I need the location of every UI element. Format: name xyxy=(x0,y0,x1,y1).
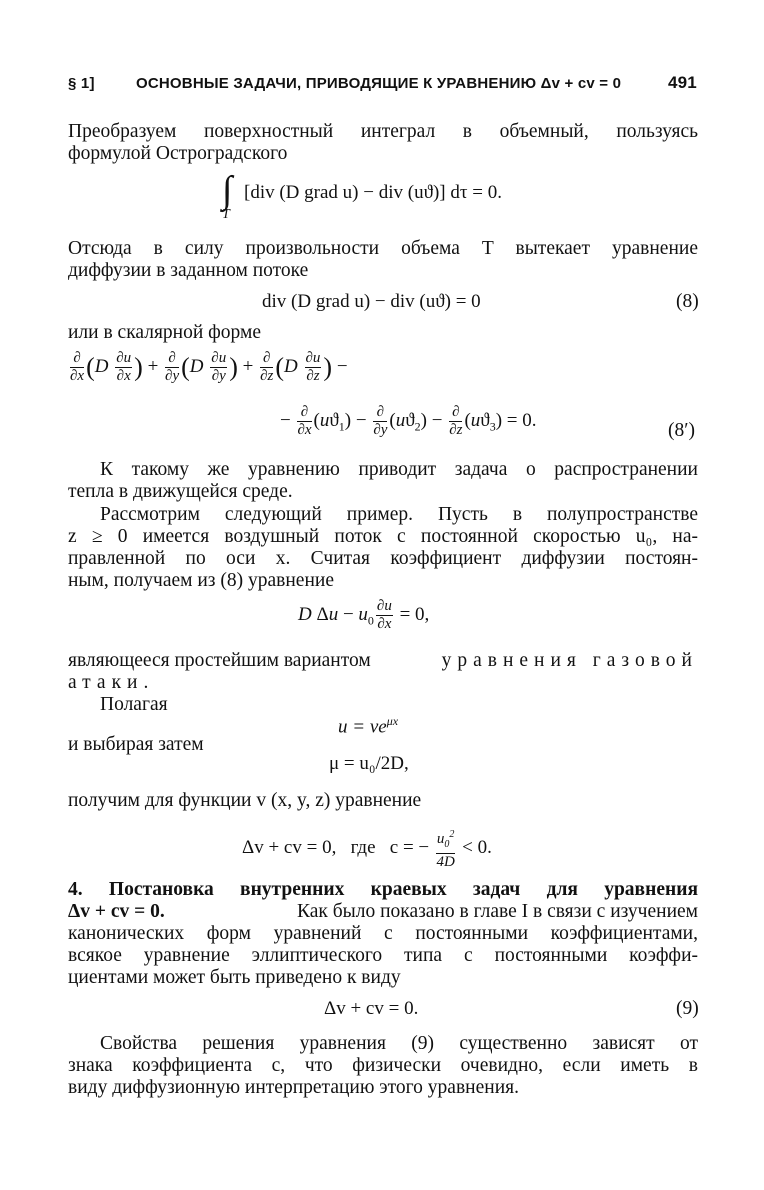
paragraph-line xyxy=(68,901,698,923)
text-run: являющееся простейшим вариантом xyxy=(68,650,371,671)
scalar-form-text: или в скалярной форме xyxy=(68,322,262,343)
equation-8: div (D grad u) − div (uϑ) = 0 xyxy=(262,291,481,312)
equation-dv-text: Δv + cv = 0, где c = − xyxy=(242,836,430,858)
text-vybiraya: и выбирая затем xyxy=(68,734,204,755)
paragraph-line: виду диффузионную интерпретацию этого уравнения. xyxy=(68,1077,519,1098)
paragraph-line: канонических форм уравнений с постоянными коэффициентами, xyxy=(68,923,698,944)
emphasized-term: атаки. xyxy=(68,672,155,693)
paragraph-line: циентами может быть приведено к виду xyxy=(68,967,401,988)
paragraph-line: Преобразуем поверхностный интеграл в объемный, пользуясь xyxy=(68,121,698,142)
equation-dv-tail: < 0. xyxy=(462,836,492,858)
integral-limit: T xyxy=(222,207,230,222)
integral-sign: ∫ xyxy=(222,169,233,211)
equation-u-base: u = ve xyxy=(338,716,387,738)
equation-9: Δv + cv = 0. xyxy=(324,998,419,1019)
paragraph-line: правленной по оси x. Считая коэффициент диффузии постоян- xyxy=(68,548,698,569)
emphasized-term: уравнения газовой xyxy=(441,650,698,671)
paragraph-line: тепла в движущейся среде. xyxy=(68,481,293,502)
integral-equation: [div (D grad u) − div (uϑ)] dτ = 0. xyxy=(244,182,502,203)
paragraph-line: диффузии в заданном потоке xyxy=(68,260,309,281)
paragraph-line: К такому же уравнению приводит задача о распространении xyxy=(100,459,698,480)
paragraph-line: Отсюда в силу произвольности объема T вытекает уравнение xyxy=(68,238,698,259)
equation-u xyxy=(338,714,398,738)
paragraph-line: ным, получаем из (8) уравнение xyxy=(68,570,334,591)
equation-8p-line2: − $\frac{\partial}{\partial x}$ $(uϑ_1)$ − $\frac{\partial}{\partial y}$ $(uϑ_2)$ − $\frac{\partial}{\partial z}$ $(uϑ_3) = 0$. xyxy=(280,404,537,438)
running-title: ОСНОВНЫЕ ЗАДАЧИ, ПРИВОДЯЩИЕ К УРАВНЕНИЮ Δv + cv = 0 xyxy=(136,75,622,92)
equation-dv: Δv + cv = 0, где c = − $\frac{u_0^2}{4D}$ < 0. xyxy=(242,826,492,871)
equation-mu: μ = u₀/2D, xyxy=(329,753,409,774)
equation-8-label: (8) xyxy=(676,291,699,312)
paragraph-line xyxy=(68,650,698,672)
section-marker: § 1] xyxy=(68,75,95,92)
section-4-equation: Δv + cv = 0. xyxy=(68,901,165,922)
paragraph-line: Рассмотрим следующий пример. Пусть в полупространстве xyxy=(100,504,698,525)
text-polagaya: Полагая xyxy=(100,694,168,715)
paragraph-line: формулой Остроградского xyxy=(68,143,288,164)
text-poluchim: получим для функции v (x, y, z) уравнение xyxy=(68,790,422,811)
equation-8p-line1: $\frac{\partial}{\partial x}$ (D $\frac{\partial u}{\partial x}$ ) + $\frac{\partial}{\partial y}$ (D $\frac{\partial u}{\partial y}$ ) + $\frac{\partial}{\partial z}$ (D $\frac{\partial u}{\partial z}$ ) − xyxy=(70,350,348,384)
paragraph-line: всякое уравнение эллиптического типа с постоянными коэффи- xyxy=(68,945,698,966)
section-4-heading: 4. Постановка внутренних краевых задач для уравнения xyxy=(68,879,698,900)
paragraph-line: знака коэффициента c, что физически очевидно, если иметь в xyxy=(68,1055,698,1076)
equation-u-exponent: μx xyxy=(386,714,399,728)
equation-gas-attack: D $\Delta u - u_0$ $\frac{\partial u}{\partial x}$ = 0, xyxy=(298,598,430,632)
equation-9-label: (9) xyxy=(676,998,699,1019)
text-run: Как было показано в главе I в связи с изучением xyxy=(296,901,698,922)
equation-8p-label: (8′) xyxy=(668,420,696,441)
paragraph-line: z ≥ 0 имеется воздушный поток с постоянной скоростью u₀, на- xyxy=(68,526,698,547)
page-number: 491 xyxy=(668,73,697,92)
paragraph-line: Свойства решения уравнения (9) существенно зависят от xyxy=(100,1033,698,1054)
